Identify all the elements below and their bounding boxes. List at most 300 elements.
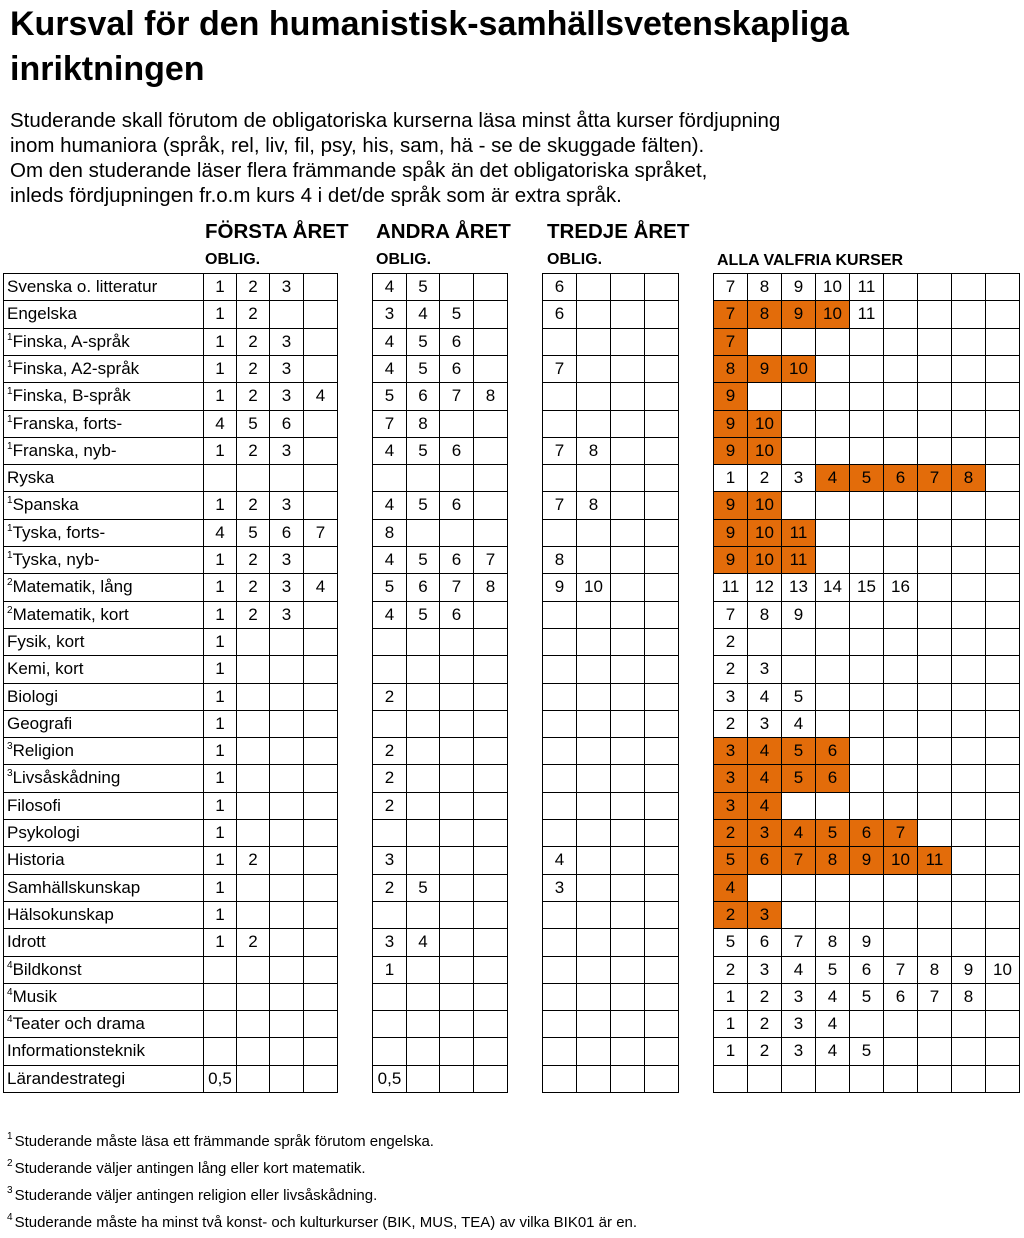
year2-cell [473, 1037, 508, 1066]
elective-cell [883, 437, 918, 465]
elective-cell [815, 491, 850, 520]
elective-cell [883, 491, 918, 520]
year3-cell [576, 601, 611, 629]
elective-cell [917, 710, 952, 738]
year1-cell [303, 273, 338, 301]
year1-cell [269, 956, 304, 984]
year3-cell [644, 1010, 679, 1038]
year1-cell: 2 [236, 928, 270, 957]
elective-cell [781, 410, 816, 438]
year3-cell [576, 655, 611, 684]
year1-cell [303, 1037, 338, 1066]
year3-cell: 7 [542, 437, 577, 465]
year1-cell: 1 [203, 300, 237, 329]
year1-cell [236, 901, 270, 929]
year3-cell [644, 628, 679, 656]
year2-cell [406, 846, 440, 875]
course-name-cell [3, 437, 204, 465]
elective-cell: 2 [747, 1010, 782, 1038]
elective-cell: 10 [985, 956, 1020, 984]
year3-oblig-label: OBLIG. [547, 251, 603, 268]
elective-cell [917, 328, 952, 356]
elective-cell [917, 491, 952, 520]
year1-oblig-label: OBLIG. [205, 251, 261, 268]
year2-cell [439, 956, 474, 984]
elective-cell [849, 601, 884, 629]
year1-cell: 2 [236, 437, 270, 465]
year2-cell [406, 628, 440, 656]
year2-cell: 6 [406, 573, 440, 602]
elective-cell [985, 519, 1020, 547]
year2-cell [473, 300, 508, 329]
year2-cell: 7 [473, 546, 508, 574]
elective-cell: 3 [713, 737, 748, 765]
elective-cell [985, 546, 1020, 574]
year3-cell [576, 410, 611, 438]
year1-cell: 4 [203, 410, 237, 438]
elective-cell: 1 [713, 1037, 748, 1066]
footnote-marker: 1 [7, 495, 13, 506]
year1-cell: 3 [269, 437, 304, 465]
elective-cell [951, 846, 986, 875]
year1-cell [303, 874, 338, 902]
elective-cell: 7 [917, 464, 952, 492]
year1-cell: 1 [203, 764, 237, 793]
year2-cell [439, 1010, 474, 1038]
footnote [7, 1155, 1017, 1182]
year3-cell [610, 764, 645, 793]
year3-cell [644, 819, 679, 847]
elective-cell: 2 [713, 628, 748, 656]
year3-cell: 3 [542, 874, 577, 902]
elective-cell [815, 601, 850, 629]
course-name: Informationsteknik [7, 1041, 145, 1060]
year1-cell [203, 983, 237, 1011]
year3-cell [542, 1065, 577, 1093]
year1-cell [303, 846, 338, 875]
course-name-cell [3, 683, 204, 711]
year1-cell: 1 [203, 273, 237, 301]
year2-cell [473, 519, 508, 547]
year3-cell [644, 464, 679, 492]
year1-cell: 1 [203, 573, 237, 602]
year1-cell: 7 [303, 519, 338, 547]
year1-cell [269, 683, 304, 711]
elective-cell: 4 [781, 956, 816, 984]
year3-cell [610, 464, 645, 492]
elective-cell: 6 [815, 764, 850, 793]
year1-cell [303, 1010, 338, 1038]
year3-cell [610, 956, 645, 984]
elective-cell: 9 [849, 846, 884, 875]
elective-cell [815, 382, 850, 411]
elective-cell: 15 [849, 573, 884, 602]
elective-cell: 11 [781, 519, 816, 547]
year1-cell: 1 [203, 874, 237, 902]
elective-cell [883, 1065, 918, 1093]
year2-cell: 6 [439, 491, 474, 520]
year2-cell: 4 [372, 355, 407, 383]
year3-cell [542, 328, 577, 356]
elective-cell [951, 355, 986, 383]
year2-cell [406, 901, 440, 929]
year3-cell [576, 901, 611, 929]
year1-cell [303, 710, 338, 738]
intro-line: Studerande skall förutom de obligatoriska kurserna läsa minst åtta kurser fördjupning [10, 109, 781, 132]
course-name: Fysik, kort [7, 632, 85, 651]
course-name-cell [3, 519, 204, 547]
elective-cell [713, 1065, 748, 1093]
elective-cell [917, 546, 952, 574]
elective-cell [951, 628, 986, 656]
elective-cell: 6 [849, 819, 884, 847]
elective-cell [951, 519, 986, 547]
year3-cell [610, 683, 645, 711]
course-name: Religion [12, 741, 74, 760]
year1-cell [269, 792, 304, 820]
elective-cell: 5 [713, 846, 748, 875]
elective-cell: 2 [747, 1037, 782, 1066]
year3-cell [610, 928, 645, 957]
footnote-marker: 1 [7, 523, 13, 534]
year1-cell: 1 [203, 437, 237, 465]
footnote-marker: 1 [7, 1131, 13, 1142]
elective-cell [985, 928, 1020, 957]
elective-cell: 8 [747, 300, 782, 329]
elective-cell [917, 792, 952, 820]
year1-cell [269, 655, 304, 684]
elective-cell [815, 328, 850, 356]
year2-cell: 4 [372, 328, 407, 356]
year1-cell: 3 [269, 573, 304, 602]
footnote [7, 1209, 1017, 1236]
elective-cell [985, 792, 1020, 820]
year3-cell [610, 737, 645, 765]
year2-cell: 6 [439, 355, 474, 383]
elective-cell: 3 [747, 819, 782, 847]
elective-cell [815, 437, 850, 465]
year3-cell [542, 956, 577, 984]
elective-cell: 2 [713, 655, 748, 684]
elective-cell: 7 [883, 956, 918, 984]
elective-cell: 10 [747, 410, 782, 438]
year1-cell: 2 [236, 846, 270, 875]
year3-cell [644, 546, 679, 574]
elective-cell: 7 [713, 328, 748, 356]
year1-cell [269, 1010, 304, 1038]
elective-cell [815, 792, 850, 820]
year1-cell: 1 [203, 928, 237, 957]
year1-cell [269, 464, 304, 492]
elective-cell [985, 874, 1020, 902]
year2-cell [473, 273, 508, 301]
elective-cell [917, 382, 952, 411]
year2-cell: 5 [406, 546, 440, 574]
elective-cell [883, 737, 918, 765]
footnote-text: Studerande väljer antingen religion eller livsåskådning. [14, 1187, 378, 1204]
year3-cell [542, 737, 577, 765]
elective-cell [849, 792, 884, 820]
elective-cell: 3 [781, 1010, 816, 1038]
year1-cell [303, 928, 338, 957]
year1-cell [303, 328, 338, 356]
footnote-marker: 1 [7, 550, 13, 561]
year2-cell [439, 792, 474, 820]
elective-cell [985, 846, 1020, 875]
elective-cell [815, 710, 850, 738]
elective-cell: 3 [781, 983, 816, 1011]
elective-cell: 16 [883, 573, 918, 602]
year3-cell [542, 464, 577, 492]
elective-cell [917, 519, 952, 547]
year1-cell: 3 [269, 355, 304, 383]
elective-cell: 3 [713, 683, 748, 711]
elective-cell: 4 [781, 819, 816, 847]
year1-cell [303, 355, 338, 383]
year1-cell: 1 [203, 328, 237, 356]
elective-cell: 10 [781, 355, 816, 383]
elective-cell [985, 764, 1020, 793]
year1-cell [269, 764, 304, 793]
footnote-marker: 3 [7, 768, 13, 779]
elective-cell [985, 300, 1020, 329]
elective-cell [849, 1065, 884, 1093]
year1-cell [236, 628, 270, 656]
elective-cell [815, 546, 850, 574]
elective-cell: 1 [713, 1010, 748, 1038]
elective-cell: 8 [815, 928, 850, 957]
elective-cell: 5 [713, 928, 748, 957]
year2-cell [473, 355, 508, 383]
year2-cell [439, 710, 474, 738]
course-name: Psykologi [7, 823, 80, 842]
course-name: Engelska [7, 304, 77, 323]
elective-cell: 11 [713, 573, 748, 602]
year1-cell [236, 1037, 270, 1066]
year3-cell [542, 764, 577, 793]
year3-cell [576, 819, 611, 847]
elective-cell [815, 683, 850, 711]
elective-cell [917, 1065, 952, 1093]
year3-cell [644, 410, 679, 438]
year1-cell [303, 1065, 338, 1093]
year2-header: ANDRA ÅRET [376, 220, 511, 243]
year2-cell: 8 [406, 410, 440, 438]
year1-cell: 1 [203, 628, 237, 656]
intro-line: inom humaniora (språk, rel, liv, fil, psy, his, sam, hä - se de skuggade fälten). [10, 134, 705, 157]
year1-cell: 2 [236, 546, 270, 574]
year2-cell [473, 846, 508, 875]
year2-cell [439, 273, 474, 301]
year2-cell [439, 928, 474, 957]
course-name-cell [3, 901, 204, 929]
elective-cell: 4 [815, 1010, 850, 1038]
elective-cell: 6 [849, 956, 884, 984]
year1-cell [303, 655, 338, 684]
elective-cell: 11 [849, 300, 884, 329]
elective-cell: 7 [713, 300, 748, 329]
course-name-cell [3, 328, 204, 356]
year3-cell [576, 519, 611, 547]
year3-cell: 6 [542, 300, 577, 329]
course-name: Lärandestrategi [7, 1069, 126, 1088]
year2-cell: 4 [372, 437, 407, 465]
year2-cell: 4 [406, 928, 440, 957]
elective-cell [951, 300, 986, 329]
year2-cell: 6 [439, 601, 474, 629]
footnotes [7, 1128, 1017, 1236]
elective-cell [951, 601, 986, 629]
elective-cell [883, 1037, 918, 1066]
elective-cell [951, 273, 986, 301]
year1-cell [236, 874, 270, 902]
footnote-marker: 2 [7, 577, 13, 588]
elective-cell: 5 [849, 983, 884, 1011]
year3-cell [576, 628, 611, 656]
year1-cell: 1 [203, 655, 237, 684]
intro-text [10, 108, 1010, 208]
elective-cell [985, 491, 1020, 520]
year3-cell: 6 [542, 273, 577, 301]
elective-cell [849, 901, 884, 929]
year1-cell [303, 410, 338, 438]
course-name: Tyska, nyb- [12, 550, 100, 569]
year3-cell [610, 819, 645, 847]
course-name: Geografi [7, 714, 73, 733]
course-name: Svenska o. litteratur [7, 277, 158, 296]
elective-cell [985, 819, 1020, 847]
year3-cell [610, 382, 645, 411]
year2-cell: 2 [372, 683, 407, 711]
elective-cell: 11 [849, 273, 884, 301]
year2-cell [406, 792, 440, 820]
year2-cell: 6 [439, 546, 474, 574]
year2-cell [473, 874, 508, 902]
year1-cell: 2 [236, 328, 270, 356]
year3-cell [644, 655, 679, 684]
elective-cell: 11 [781, 546, 816, 574]
footnote-marker: 1 [7, 359, 13, 370]
course-name-cell [3, 628, 204, 656]
elective-cell [849, 874, 884, 902]
year3-cell [610, 573, 645, 602]
year3-cell [576, 382, 611, 411]
year1-cell [236, 983, 270, 1011]
elective-cell: 7 [781, 928, 816, 957]
year2-cell [406, 819, 440, 847]
year1-cell: 4 [303, 573, 338, 602]
elective-cell [815, 874, 850, 902]
elective-cell: 8 [917, 956, 952, 984]
course-name: Finska, B-språk [12, 386, 131, 405]
title-line: Kursval för den humanistisk-samhällsvetenskapliga [10, 5, 849, 43]
year1-cell [303, 956, 338, 984]
elective-cell: 13 [781, 573, 816, 602]
year3-cell [644, 956, 679, 984]
year2-cell [473, 491, 508, 520]
year2-cell [473, 410, 508, 438]
elective-cell: 4 [747, 764, 782, 793]
year3-cell [576, 300, 611, 329]
elective-cell [917, 928, 952, 957]
course-name-cell [3, 874, 204, 902]
elective-cell [849, 737, 884, 765]
year1-cell [269, 983, 304, 1011]
elective-cell [951, 764, 986, 793]
elective-cell [985, 273, 1020, 301]
elective-cell [985, 737, 1020, 765]
course-name: Samhällskunskap [7, 878, 141, 897]
elective-cell: 5 [849, 1037, 884, 1066]
elective-cell: 7 [781, 846, 816, 875]
year3-cell [576, 1065, 611, 1093]
year3-cell [610, 546, 645, 574]
year2-cell [473, 1010, 508, 1038]
year3-cell [644, 573, 679, 602]
year3-cell [542, 1037, 577, 1066]
course-name-cell [3, 382, 204, 411]
footnote [7, 1128, 1017, 1155]
footnote-marker: 3 [7, 1185, 13, 1196]
year2-cell: 3 [372, 846, 407, 875]
elective-cell: 14 [815, 573, 850, 602]
year2-cell [372, 1010, 407, 1038]
year1-cell: 1 [203, 792, 237, 820]
course-name: Hälsokunskap [7, 905, 114, 924]
elective-cell [917, 1010, 952, 1038]
year3-cell: 4 [542, 846, 577, 875]
year1-cell [236, 1065, 270, 1093]
year1-cell [236, 464, 270, 492]
elective-cell [951, 573, 986, 602]
year1-cell [303, 901, 338, 929]
elective-cell: 4 [747, 683, 782, 711]
elective-cell [849, 655, 884, 684]
year1-cell [269, 300, 304, 329]
elective-cell [985, 382, 1020, 411]
elective-cell: 1 [713, 983, 748, 1011]
elective-cell: 4 [713, 874, 748, 902]
elective-cell [951, 792, 986, 820]
year3-cell [576, 928, 611, 957]
year3-cell [576, 328, 611, 356]
year2-cell [439, 737, 474, 765]
course-name: Franska, forts- [12, 414, 123, 433]
elective-cell [781, 628, 816, 656]
elective-cell: 9 [713, 546, 748, 574]
year1-cell: 1 [203, 737, 237, 765]
course-name: Idrott [7, 932, 46, 951]
elective-cell: 9 [713, 491, 748, 520]
elective-cell [883, 519, 918, 547]
course-name-cell [3, 573, 204, 602]
course-name-cell [3, 1010, 204, 1038]
year2-cell [473, 437, 508, 465]
elective-cell: 4 [815, 1037, 850, 1066]
elective-cell: 2 [713, 956, 748, 984]
elective-cell: 6 [883, 983, 918, 1011]
year3-cell [610, 601, 645, 629]
elective-cell [985, 410, 1020, 438]
elective-cell: 8 [747, 601, 782, 629]
elective-cell: 4 [815, 983, 850, 1011]
elective-cell: 9 [713, 410, 748, 438]
year2-cell [473, 628, 508, 656]
year3-cell [542, 628, 577, 656]
year2-cell [473, 601, 508, 629]
elective-cell [951, 819, 986, 847]
year2-cell [372, 819, 407, 847]
